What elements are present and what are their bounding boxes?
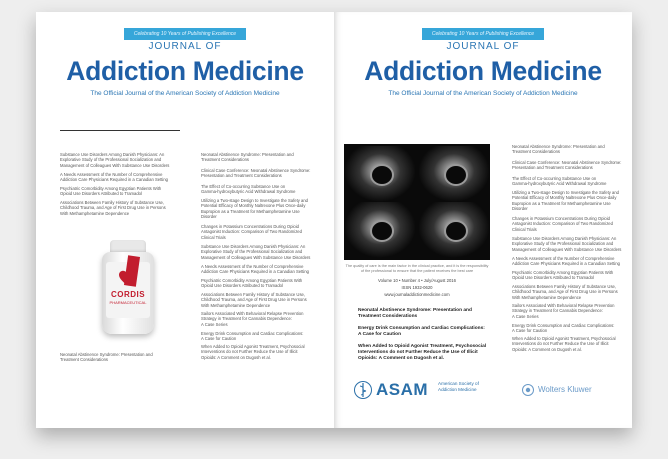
toc-item: Neonatal Abstinence Syndrome: Presentation and Treatment Considerations <box>512 144 605 155</box>
journal-subtitle: The Official Journal of the American Society of Addiction Medicine <box>90 90 280 97</box>
pill-bottle-image <box>98 240 158 334</box>
toc-item: Energy Drink Consumption and Cardiac Complications: A Case for Caution <box>512 323 615 334</box>
toc-item: Associations Between Family History of Substance Use, Childhood Trauma, and Age of First Drug Use in Persons With Methamphetamine Dependence <box>512 284 618 300</box>
toc-item: When Added to Opioid Agonist Treatment, Psychosocial Interventions do not Further Reduce the Use of Illicit Opioids: A Comment on Dugosh et al. <box>512 336 616 352</box>
toc-item: Utilizing a Two-stage Design to Investigate the Safety and Potential Efficacy of Monthly Naltrexone Plus Once-daily Bupropion as a Treatment for Methamphetamine Use Disorder <box>512 190 619 212</box>
volume-line: Volume 10 • Number 4 • July/August 2016 <box>378 278 456 283</box>
toc-item: The Effect of Co-occurring Substance Use on Gamma-hydroxybutyric Acid Withdrawal Syndrome <box>201 184 296 195</box>
asam-subtitle: American Society of Addiction Medicine <box>438 381 479 392</box>
asam-logo-text: ASAM <box>376 380 429 399</box>
wolters-kluwer-icon <box>522 384 534 396</box>
toc-item: Substance Use Disorders Among Danish Physicians: An Explorative Study of the Professional Socialization and Management of Colleagues With Substance Use Disorders <box>201 244 311 260</box>
toc-item: Associations Between Family History of Substance Use, Childhood Trauma, and Age of First Drug Use in Persons With Methamphetamine Dependence <box>60 200 166 216</box>
toc-item: Changes in Potassium Concentrations During Opioid Antagonist Induction: Comparison of Two Randomized Clinical Trials <box>512 216 613 232</box>
toc-item: A Needs Assessment of the Number of Comprehensive Addiction Care Physicians Required in a Canadian Setting <box>512 256 621 267</box>
toc-item: Clinical Case Conference: Neonatal Abstinence Syndrome: Presentation and Treatment Considerations <box>512 160 622 171</box>
image-caption: The quality of care is the main factor in the clinical practice, and it is the responsibility of the professional to ensure that the patient receives the best care <box>345 264 489 273</box>
toc-item: A Needs Assessment of the Number of Comprehensive Addiction Care Physicians Required in a Canadian Setting <box>60 172 169 183</box>
journal-subtitle: The Official Journal of the American Society of Addiction Medicine <box>388 90 578 97</box>
journal-pre-title: JOURNAL OF <box>446 41 520 52</box>
bottle-brand: CORDIS <box>110 290 146 299</box>
right-page <box>334 12 632 428</box>
toc-item: Sailors Associated With Behavioral Relapse Prevention Strategy in Treatment for Cannabis Dependence: A Case Series <box>201 311 304 327</box>
echo-pane <box>418 202 490 258</box>
echo-pane <box>344 202 416 258</box>
asam-logo-icon <box>354 380 372 400</box>
toc-item: Neonatal Abstinence Syndrome: Presentation and Treatment Considerations <box>60 352 153 363</box>
toc-item: Neonatal Abstinence Syndrome: Presentation and Treatment Considerations <box>201 152 294 163</box>
echocardiogram-image <box>344 144 490 260</box>
journal-spread <box>36 12 632 428</box>
echo-pane <box>344 146 416 202</box>
toc-item: Clinical Case Conference: Neonatal Abstinence Syndrome: Presentation and Treatment Considerations <box>201 168 311 179</box>
toc-item: Utilizing a Two-stage Design to Investigate the Safety and Potential Efficacy of Monthly Naltrexone Plus Once-daily Bupropion as a Treatment for Methamphetamine Use Disorder <box>201 198 308 220</box>
featured-headline: Neonatal Abstinence Syndrome: Presentation and Treatment Considerations <box>358 308 472 319</box>
anniversary-banner: Celebrating 10 Years of Publishing Excellence <box>422 28 544 40</box>
toc-item: Sailors Associated With Behavioral Relapse Prevention Strategy in Treatment for Cannabis Dependence: A Case Series <box>512 303 615 319</box>
toc-item: Changes in Potassium Concentrations During Opioid Antagonist Induction: Comparison of Two Randomized Clinical Trials <box>201 224 302 240</box>
featured-headline: When Added to Opioid Agonist Treatment, Psychosocial Interventions do not Further Reduce the Use of Illicit Opioids: A Comment on Dugosh et al. <box>358 344 487 361</box>
toc-item: The Effect of Co-occurring Substance Use on Gamma-hydroxybutyric Acid Withdrawal Syndrome <box>512 176 607 187</box>
journal-title: Addiction Medicine <box>66 56 304 86</box>
featured-headline: Energy Drink Consumption and Cardiac Complications: A Case for Caution <box>358 326 485 337</box>
toc-item: Psychiatric Comorbidity Among Egyptian Patients With Opioid Use Disorders Attributed to Tramadol <box>512 270 614 281</box>
toc-item: Psychiatric Comorbidity Among Egyptian Patients With Opioid Use Disorders Attributed to Tramadol <box>60 186 162 197</box>
wolters-kluwer-logo-text: Wolters Kluwer <box>538 385 592 394</box>
issn-line: ISSN 1932-0620 <box>401 285 433 290</box>
toc-item: Substance Use Disorders Among Danish Physicians: An Explorative Study of the Professional Socialization and Management of Colleagues With Substance Use Disorders <box>512 236 622 252</box>
website-link[interactable]: www.journaladdictionmedicine.com <box>384 292 450 297</box>
toc-item: Psychiatric Comorbidity Among Egyptian Patients With Opioid Use Disorders Attributed to Tramadol <box>201 278 303 289</box>
anniversary-banner: Celebrating 10 Years of Publishing Excellence <box>124 28 246 40</box>
bottle-brand-sub: PHARMACEUTICAL <box>109 300 147 305</box>
toc-item: When Added to Opioid Agonist Treatment, Psychosocial Interventions do not Further Reduce the Use of Illicit Opioids: A Comment on Dugosh et al. <box>201 344 305 360</box>
journal-pre-title: JOURNAL OF <box>148 41 222 52</box>
toc-item: Associations Between Family History of Substance Use, Childhood Trauma, and Age of First Drug Use in Persons With Methamphetamine Dependence <box>201 292 307 308</box>
toc-item: Substance Use Disorders Among Danish Physicians: An Explorative Study of the Professional Socialization and Management of Colleagues With Substance Use Disorders <box>60 152 170 168</box>
heart-icon <box>118 270 136 286</box>
toc-item: A Needs Assessment of the Number of Comprehensive Addiction Care Physicians Required in a Canadian Setting <box>201 264 310 275</box>
toc-item: Energy Drink Consumption and Cardiac Complications: A Case for Caution <box>201 331 304 342</box>
left-page <box>36 12 334 428</box>
echo-pane <box>418 146 490 202</box>
divider <box>60 130 180 131</box>
journal-title: Addiction Medicine <box>364 56 602 86</box>
